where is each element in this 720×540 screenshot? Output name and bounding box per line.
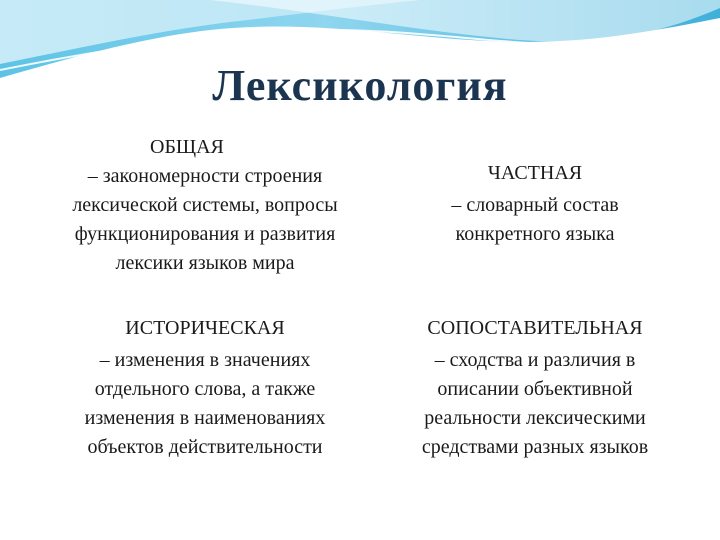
- comparative-line: реальности лексическими: [424, 407, 646, 429]
- slide-title: Лексикология: [212, 61, 508, 110]
- historical-heading: ИСТОРИЧЕСКАЯ: [125, 317, 285, 339]
- general-description: [30, 162, 380, 278]
- comparative-line: средствами разных языков: [421, 436, 649, 458]
- comparative-description: [370, 346, 700, 462]
- general-lexicology-block: [30, 133, 380, 278]
- general-line: лексической системы, вопросы: [72, 194, 338, 216]
- comparative-heading: СОПОСТАВИТЕЛЬНАЯ: [427, 317, 643, 339]
- comparative-line: описании объективной: [437, 378, 633, 400]
- historical-line: – изменения в значениях: [99, 349, 311, 371]
- general-heading: ОБЩАЯ: [150, 136, 224, 158]
- historical-description: [30, 346, 380, 462]
- historical-line: отдельного слова, а также: [94, 378, 316, 400]
- particular-description: [385, 191, 685, 249]
- general-line: функционирования и развития: [74, 223, 336, 245]
- historical-lexicology-block: [30, 314, 380, 462]
- particular-lexicology-block: [385, 159, 685, 249]
- particular-line: – словарный состав: [451, 194, 619, 216]
- general-line: лексики языков мира: [115, 252, 295, 274]
- comparative-line: – сходства и различия в: [434, 349, 636, 371]
- historical-line: изменения в наименованиях: [84, 407, 326, 429]
- particular-heading: ЧАСТНАЯ: [487, 162, 583, 184]
- general-line: – закономерности строения: [87, 165, 323, 187]
- particular-line: конкретного языка: [455, 223, 615, 245]
- historical-line: объектов действительности: [87, 436, 323, 458]
- comparative-lexicology-block: [370, 314, 700, 462]
